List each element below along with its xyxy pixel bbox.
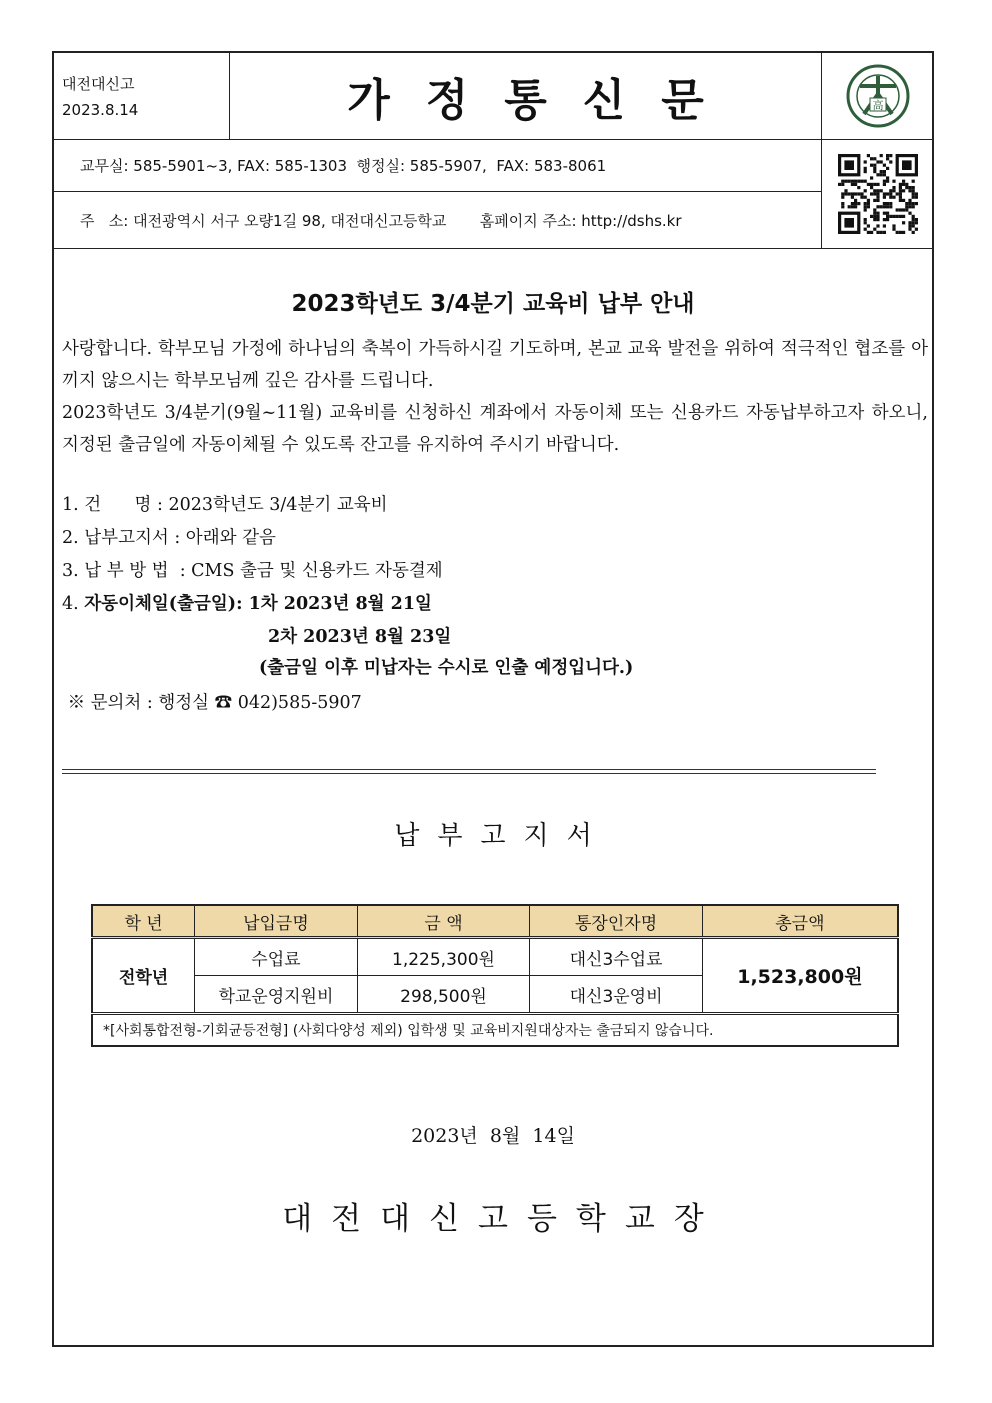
newsletter-frame	[52, 51, 934, 1347]
total-cell: 1,523,800원	[702, 938, 898, 1014]
school-logo	[821, 53, 934, 140]
school-emblem-icon	[846, 64, 910, 128]
notice-title: 2023학년도 3/4분기 교육비 납부 안내	[291, 291, 695, 317]
issue-date-footer: 2023년 8월 14일	[411, 1125, 575, 1147]
item-number: 4.	[62, 594, 85, 614]
header-total: 총금액	[702, 905, 898, 938]
debit-date-first: 자동이체일(출금일): 1차 2023년 8월 21일	[84, 594, 432, 614]
bill-note: *[사회통합전형-기회균등전형] (사회다양성 제외) 입학생 및 교육비지원대상자는 출금되지 않습니다.	[92, 1014, 898, 1047]
bankbook-cell: 대신3운영비	[530, 976, 702, 1014]
school-short-name: 대전대신고	[62, 75, 135, 93]
bankbook-cell: 대신3수업료	[530, 938, 702, 976]
inquiry-line: ※ 문의처 : 행정실 ☎ 042)585-5907	[62, 693, 362, 713]
item-method: 3. 납 부 방 법 : CMS 출금 및 신용카드 자동결제	[62, 561, 443, 581]
school-info-cell	[54, 53, 230, 140]
fee-table	[91, 904, 899, 1047]
payment-paragraph: 2023학년도 3/4분기(9월~11월) 교육비를 신청하신 계좌에서 자동이체 또는 신용카드 자동납부하고자 하오니, 지정된 출금일에 자동이체될 수 있도록 잔고를 유지하여 주시기 바랍니다.	[62, 403, 928, 455]
item-name-cell: 학교운영지원비	[195, 976, 357, 1014]
table-row	[92, 938, 898, 976]
fee-table-header-row	[92, 905, 898, 938]
grade-cell: 전학년	[92, 938, 195, 1014]
header-box	[54, 53, 932, 249]
header-bankbook-name: 통장인자명	[530, 905, 702, 938]
item-name-cell: 수업료	[195, 938, 357, 976]
item-subject: 1. 건 명 : 2023학년도 3/4분기 교육비	[62, 495, 388, 515]
bill-title: 납부고지서	[394, 821, 610, 851]
principal-signature: 대전대신고등학교장	[282, 1201, 723, 1237]
header-amount: 금 액	[357, 905, 530, 938]
intro-paragraph: 사랑합니다. 학부모님 가정에 하나님의 축복이 가득하시길 기도하며, 본교 교육 발전을 위하여 적극적인 협조를 아끼지 않으시는 학부모님께 깊은 감사를 드립니다.	[62, 339, 928, 391]
cut-line-divider	[62, 769, 876, 774]
newsletter-title: 가정통신문	[230, 53, 821, 140]
qr-code-icon	[838, 154, 918, 234]
issue-date: 2023.8.14	[62, 101, 139, 119]
item-debit-date	[62, 590, 432, 618]
address-info: 주 소: 대전광역시 서구 오량1길 98, 대전대신고등학교 홈페이지 주소: http://dshs.kr	[80, 211, 682, 230]
logo-character: 高	[872, 99, 884, 112]
header-item-name: 납입금명	[195, 905, 357, 938]
header-grade: 학 년	[92, 905, 195, 938]
note-row	[92, 1014, 898, 1047]
contact-info: 교무실: 585-5901~3, FAX: 585-1303 행정실: 585-5907, FAX: 583-8061	[54, 140, 821, 192]
amount-cell: 298,500원	[357, 976, 530, 1014]
debit-note: (출금일 이후 미납자는 수시로 인출 예정입니다.)	[259, 658, 634, 678]
item-bill: 2. 납부고지서 : 아래와 같음	[62, 528, 276, 548]
debit-date-second: 2차 2023년 8월 23일	[268, 627, 452, 647]
amount-cell: 1,225,300원	[357, 938, 530, 976]
qr-code-cell	[821, 140, 934, 248]
